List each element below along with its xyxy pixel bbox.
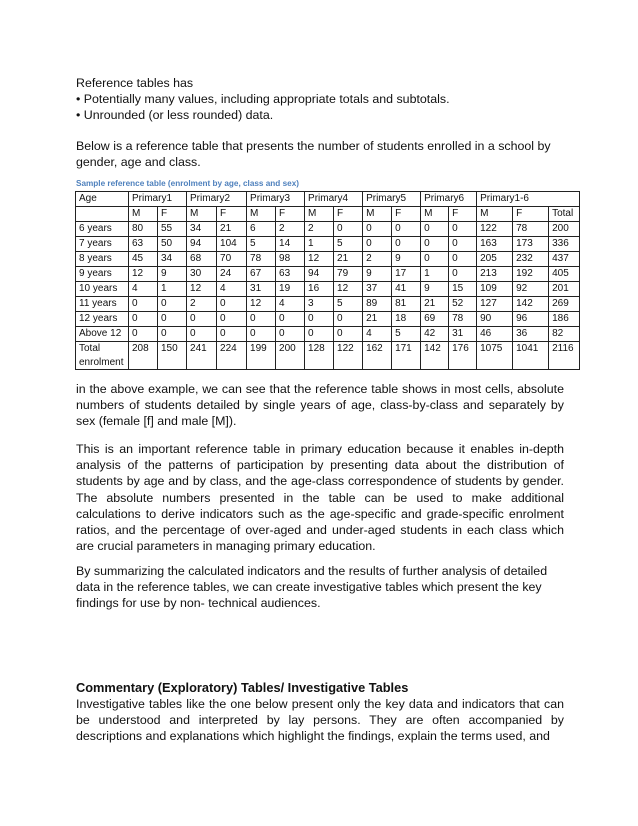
table-cell: 0 — [217, 327, 247, 342]
header-sex: M — [363, 207, 392, 222]
table-row — [76, 327, 580, 342]
header-sex: M — [305, 207, 334, 222]
table-cell: 2 — [187, 297, 217, 312]
total-cell: 162 — [363, 342, 392, 370]
row-label: 12 years — [76, 312, 129, 327]
table-cell: 3 — [305, 297, 334, 312]
table-row — [76, 297, 580, 312]
header-class: Primary3 — [247, 192, 305, 207]
table-cell: 0 — [334, 327, 363, 342]
table-cell: 0 — [449, 252, 477, 267]
table-cell: 94 — [305, 267, 334, 282]
table-cell: 9 — [158, 267, 187, 282]
table-cell: 0 — [449, 237, 477, 252]
table-cell: 21 — [217, 222, 247, 237]
row-label: 11 years — [76, 297, 129, 312]
table-cell: 14 — [276, 237, 305, 252]
header-age: Age — [76, 192, 129, 207]
table-cell: 109 — [477, 282, 513, 297]
row-label: 7 years — [76, 237, 129, 252]
table-caption: Sample reference table (enrolment by age, class and sex) — [76, 179, 299, 188]
table-cell: 0 — [217, 297, 247, 312]
table-cell: 0 — [421, 237, 449, 252]
table-row — [76, 282, 580, 297]
table-cell: 0 — [129, 327, 158, 342]
section-heading-commentary: Commentary (Exploratory) Tables/ Investigative Tables — [76, 680, 409, 695]
table-cell: 437 — [549, 252, 580, 267]
header-sex: F — [449, 207, 477, 222]
table-cell: 4 — [363, 327, 392, 342]
total-cell: 1041 — [513, 342, 549, 370]
table-cell: 45 — [129, 252, 158, 267]
table-cell: 0 — [247, 312, 276, 327]
table-cell: 4 — [129, 282, 158, 297]
table-cell: 18 — [392, 312, 421, 327]
table-cell: 17 — [392, 267, 421, 282]
table-cell: 4 — [217, 282, 247, 297]
header-class: Primary4 — [305, 192, 363, 207]
table-cell: 213 — [477, 267, 513, 282]
total-cell: 1075 — [477, 342, 513, 370]
table-cell: 34 — [187, 222, 217, 237]
header-sex: M — [477, 207, 513, 222]
header-sex: M — [247, 207, 276, 222]
reference-table — [75, 191, 580, 370]
table-cell: 0 — [276, 327, 305, 342]
table-cell: 46 — [477, 327, 513, 342]
table-cell: 19 — [276, 282, 305, 297]
header-sex: F — [276, 207, 305, 222]
header-blank-cell — [76, 207, 129, 222]
total-row — [76, 342, 580, 370]
table-cell: 21 — [334, 252, 363, 267]
table-cell: 1 — [305, 237, 334, 252]
table-cell: 90 — [477, 312, 513, 327]
total-cell: 128 — [305, 342, 334, 370]
table-cell: 173 — [513, 237, 549, 252]
table-cell: 201 — [549, 282, 580, 297]
table-cell: 186 — [549, 312, 580, 327]
table-row — [76, 252, 580, 267]
total-cell: 208 — [129, 342, 158, 370]
header-sex: M — [421, 207, 449, 222]
table-cell: 92 — [513, 282, 549, 297]
table-cell: 0 — [187, 312, 217, 327]
paragraph-summary: By summarizing the calculated indicators and the results of further analysis of detailed data in the reference tables, we can create investigative tables which present the key findings for use by non- technical audiences. — [76, 564, 548, 611]
total-cell: 199 — [247, 342, 276, 370]
table-cell: 30 — [187, 267, 217, 282]
table-row — [76, 222, 580, 237]
header-class: Primary1 — [129, 192, 187, 207]
table-cell: 9 — [392, 252, 421, 267]
table-cell: 0 — [276, 312, 305, 327]
header-sex: F — [513, 207, 549, 222]
table-cell: 5 — [392, 327, 421, 342]
table-cell: 0 — [129, 312, 158, 327]
intro-line: Reference tables has — [76, 76, 194, 90]
total-cell: 200 — [276, 342, 305, 370]
table-cell: 122 — [477, 222, 513, 237]
row-label: 9 years — [76, 267, 129, 282]
table-cell: 405 — [549, 267, 580, 282]
table-cell: 98 — [276, 252, 305, 267]
table-cell: 0 — [217, 312, 247, 327]
table-cell: 5 — [334, 237, 363, 252]
table-cell: 94 — [187, 237, 217, 252]
table-cell: 21 — [421, 297, 449, 312]
table-cell: 82 — [549, 327, 580, 342]
table-cell: 36 — [513, 327, 549, 342]
table-cell: 0 — [305, 312, 334, 327]
total-cell: 150 — [158, 342, 187, 370]
paragraph-investigative: Investigative tables like the one below present only the key data and indicators that can be understood and interpreted by lay persons. They are often accompanied by descriptions and explanations which highlight the findings, explain the terms used, and — [76, 697, 564, 744]
table-cell: 12 — [129, 267, 158, 282]
table-cell: 41 — [392, 282, 421, 297]
total-cell: 122 — [334, 342, 363, 370]
header-class: Primary1-6 — [477, 192, 580, 207]
bullet-totals: • Potentially many values, including appropriate totals and subtotals. — [76, 92, 450, 107]
table-cell: 142 — [513, 297, 549, 312]
header-sex: M — [129, 207, 158, 222]
table-cell: 63 — [129, 237, 158, 252]
table-cell: 78 — [449, 312, 477, 327]
table-cell: 5 — [334, 297, 363, 312]
table-cell: 205 — [477, 252, 513, 267]
header-class: Primary5 — [363, 192, 421, 207]
table-cell: 6 — [247, 222, 276, 237]
header-row-classes — [76, 192, 580, 207]
table-cell: 50 — [158, 237, 187, 252]
table-cell: 0 — [334, 222, 363, 237]
total-cell: 2116 — [549, 342, 580, 370]
header-sex: F — [158, 207, 187, 222]
table-cell: 192 — [513, 267, 549, 282]
table-cell: 1 — [158, 282, 187, 297]
table-cell: 0 — [187, 327, 217, 342]
row-label: 6 years — [76, 222, 129, 237]
table-cell: 0 — [363, 222, 392, 237]
reference-table-body — [76, 192, 580, 370]
table-cell: 0 — [421, 222, 449, 237]
table-cell: 5 — [247, 237, 276, 252]
total-cell: 171 — [392, 342, 421, 370]
total-label: Total enrolment — [76, 342, 129, 370]
header-sex: F — [217, 207, 247, 222]
table-cell: 52 — [449, 297, 477, 312]
table-cell: 0 — [449, 267, 477, 282]
table-cell: 0 — [158, 312, 187, 327]
table-cell: 79 — [334, 267, 363, 282]
table-cell: 96 — [513, 312, 549, 327]
table-cell: 16 — [305, 282, 334, 297]
table-cell: 89 — [363, 297, 392, 312]
table-cell: 78 — [247, 252, 276, 267]
table-cell: 2 — [363, 252, 392, 267]
table-cell: 42 — [421, 327, 449, 342]
table-cell: 15 — [449, 282, 477, 297]
table-cell: 21 — [363, 312, 392, 327]
table-cell: 4 — [276, 297, 305, 312]
table-cell: 0 — [392, 222, 421, 237]
table-cell: 0 — [158, 327, 187, 342]
table-cell: 0 — [158, 297, 187, 312]
table-cell: 9 — [363, 267, 392, 282]
table-row — [76, 267, 580, 282]
table-cell: 31 — [247, 282, 276, 297]
table-cell: 67 — [247, 267, 276, 282]
bullet-unrounded: • Unrounded (or less rounded) data. — [76, 108, 274, 123]
table-cell: 37 — [363, 282, 392, 297]
table-cell: 232 — [513, 252, 549, 267]
row-label: 8 years — [76, 252, 129, 267]
table-cell: 12 — [334, 282, 363, 297]
table-cell: 2 — [276, 222, 305, 237]
table-cell: 12 — [305, 252, 334, 267]
table-cell: 63 — [276, 267, 305, 282]
table-cell: 55 — [158, 222, 187, 237]
table-cell: 80 — [129, 222, 158, 237]
table-cell: 12 — [187, 282, 217, 297]
table-cell: 0 — [363, 237, 392, 252]
table-cell: 0 — [129, 297, 158, 312]
table-cell: 336 — [549, 237, 580, 252]
total-cell: 142 — [421, 342, 449, 370]
table-cell: 78 — [513, 222, 549, 237]
table-cell: 0 — [247, 327, 276, 342]
table-cell: 0 — [392, 237, 421, 252]
paragraph-example: in the above example, we can see that the reference table shows in most cells, absolute numbers of students detailed by single years of age, class-by-class and separately by sex (female [f] and male [M]). — [76, 382, 564, 429]
table-cell: 69 — [421, 312, 449, 327]
row-label: Above 12 — [76, 327, 129, 342]
table-cell: 24 — [217, 267, 247, 282]
table-cell: 1 — [421, 267, 449, 282]
table-row — [76, 312, 580, 327]
table-cell: 9 — [421, 282, 449, 297]
table-cell: 34 — [158, 252, 187, 267]
table-cell: 70 — [217, 252, 247, 267]
table-cell: 31 — [449, 327, 477, 342]
paragraph-importance: This is an important reference table in primary education because it enables in-depth analysis of the patterns of participation by presenting data about the distribution of students by age and by class, and the age-class correspondence of students by gender. The absolute numbers presented in the table can be used to make additional calculations to derive indicators such as the age-specific and grade-specific enrolment ratios, and the percentage of over-aged and under-aged students in each class which are crucial parameters in managing primary education. — [76, 442, 564, 554]
total-cell: 241 — [187, 342, 217, 370]
table-cell: 2 — [305, 222, 334, 237]
total-cell: 176 — [449, 342, 477, 370]
table-cell: 127 — [477, 297, 513, 312]
header-sex: F — [392, 207, 421, 222]
table-cell: 0 — [449, 222, 477, 237]
table-cell: 104 — [217, 237, 247, 252]
header-sex: M — [187, 207, 217, 222]
paragraph-table-intro: Below is a reference table that presents the number of students enrolled in a school by gender, age and class. — [76, 139, 551, 170]
table-cell: 12 — [247, 297, 276, 312]
table-cell: 200 — [549, 222, 580, 237]
table-cell: 269 — [549, 297, 580, 312]
table-row — [76, 237, 580, 252]
table-cell: 68 — [187, 252, 217, 267]
table-cell: 0 — [334, 312, 363, 327]
total-cell: 224 — [217, 342, 247, 370]
table-cell: 0 — [305, 327, 334, 342]
header-class: Primary6 — [421, 192, 477, 207]
intro-block — [76, 75, 564, 124]
header-sex: Total — [549, 207, 580, 222]
table-cell: 0 — [421, 252, 449, 267]
table-cell: 81 — [392, 297, 421, 312]
row-label: 10 years — [76, 282, 129, 297]
header-class: Primary2 — [187, 192, 247, 207]
table-cell: 163 — [477, 237, 513, 252]
header-sex: F — [334, 207, 363, 222]
header-row-sex — [76, 207, 580, 222]
